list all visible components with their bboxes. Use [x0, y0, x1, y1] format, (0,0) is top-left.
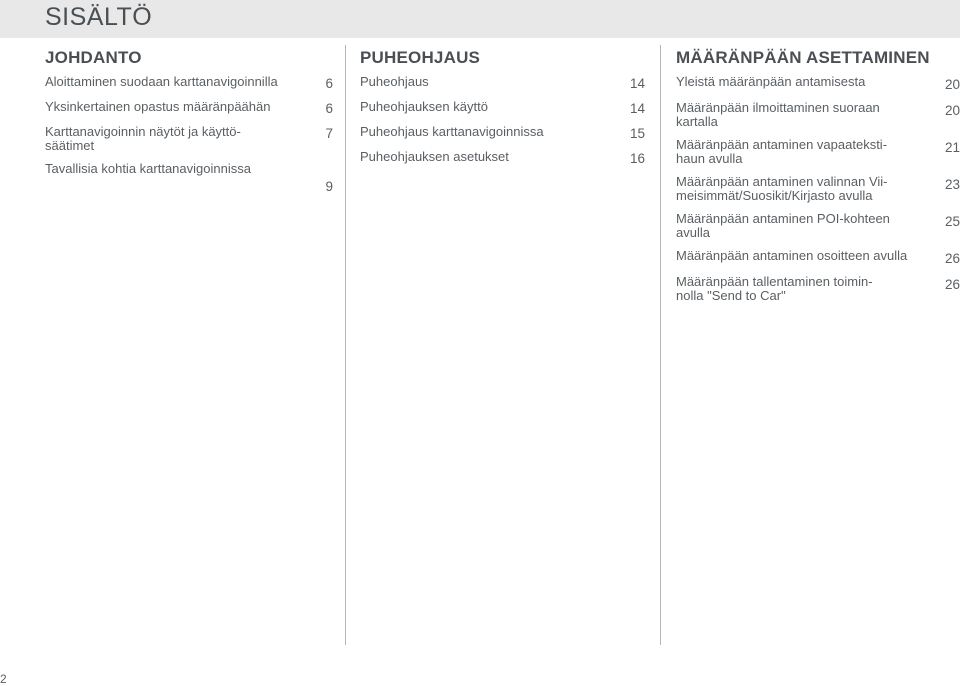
toc-entry[interactable]: [45, 75, 333, 91]
toc-entry-page: 15: [629, 126, 645, 141]
toc-section-johdanto: [45, 48, 333, 203]
toc-entry-page: 21: [944, 140, 960, 155]
toc-entry[interactable]: [360, 125, 645, 141]
toc-entry-title: Karttanavigoinnin näytöt ja käyttö- säätimet: [45, 124, 241, 153]
toc-entry-title: Puheohjauksen käyttö: [360, 99, 488, 114]
toc-entry[interactable]: [676, 75, 960, 92]
toc-entry[interactable]: [45, 125, 333, 153]
toc-entry-page: 25: [944, 214, 960, 229]
toc-entry-title: Puheohjaus karttanavigoinnissa: [360, 124, 544, 139]
toc-entry[interactable]: [360, 150, 645, 166]
toc-entry[interactable]: [676, 249, 960, 266]
toc-entry-page: 9: [325, 179, 333, 194]
toc-entry-title: Määränpään antaminen POI-kohteen avulla: [676, 211, 890, 240]
section-heading: JOHDANTO: [45, 48, 142, 67]
toc-entry-title: Tavallisia kohtia karttanavigoinnissa: [45, 161, 251, 176]
toc-entry-page: 26: [944, 277, 960, 292]
toc-entry-title: Yleistä määränpään antamisesta: [676, 74, 866, 89]
header-bar: [0, 0, 960, 38]
toc-entry[interactable]: [45, 100, 333, 116]
toc-entry[interactable]: [676, 101, 960, 129]
toc-entry-title: Puheohjaus: [360, 74, 429, 89]
toc-entry-page: 6: [325, 101, 333, 116]
section-heading: PUHEOHJAUS: [360, 48, 481, 67]
toc-entry[interactable]: [45, 162, 333, 194]
section-heading: MÄÄRÄNPÄÄN ASETTAMINEN: [676, 48, 930, 67]
toc-entry-page: 26: [944, 251, 960, 266]
toc-entry[interactable]: [360, 75, 645, 91]
toc-entry-title: Määränpään ilmoittaminen suoraan kartalla: [676, 100, 880, 129]
toc-entry[interactable]: [676, 138, 960, 166]
toc-section-maaranpaan-asettaminen: [676, 48, 960, 312]
toc-entry-page: 20: [944, 77, 960, 92]
toc-entry-page: 7: [325, 126, 333, 141]
column-divider: [345, 45, 346, 645]
toc-entry-page: 14: [629, 76, 645, 91]
toc-entry-title: Määränpään antaminen valinnan Vii- meisimmät/Suosikit/Kirjasto avulla: [676, 174, 888, 203]
toc-entry-page: 6: [325, 76, 333, 91]
toc-section-puheohjaus: [360, 48, 645, 175]
toc-entry-title: Määränpään antaminen osoitteen avulla: [676, 248, 908, 263]
toc-entry[interactable]: [676, 212, 960, 240]
toc-entry[interactable]: [676, 175, 960, 203]
toc-entry[interactable]: [676, 275, 960, 303]
page-number: 2: [0, 672, 7, 686]
toc-entry-title: Aloittaminen suodaan karttanavigoinnilla: [45, 74, 278, 89]
toc-entry-page: 23: [944, 177, 960, 192]
toc-entry-title: Määränpään antaminen vapaateksti- haun avulla: [676, 137, 888, 166]
toc-entry-page: 20: [944, 103, 960, 118]
toc-entry-title: Yksinkertainen opastus määränpäähän: [45, 99, 271, 114]
toc-entry-title: Puheohjauksen asetukset: [360, 149, 509, 164]
column-divider: [660, 45, 661, 645]
toc-entry[interactable]: [360, 100, 645, 116]
page-title: SISÄLTÖ: [45, 3, 153, 31]
toc-entry-page: 14: [629, 101, 645, 116]
toc-entry-title: Määränpään tallentaminen toimin- nolla "Send to Car": [676, 274, 873, 303]
toc-entry-page: 16: [629, 151, 645, 166]
